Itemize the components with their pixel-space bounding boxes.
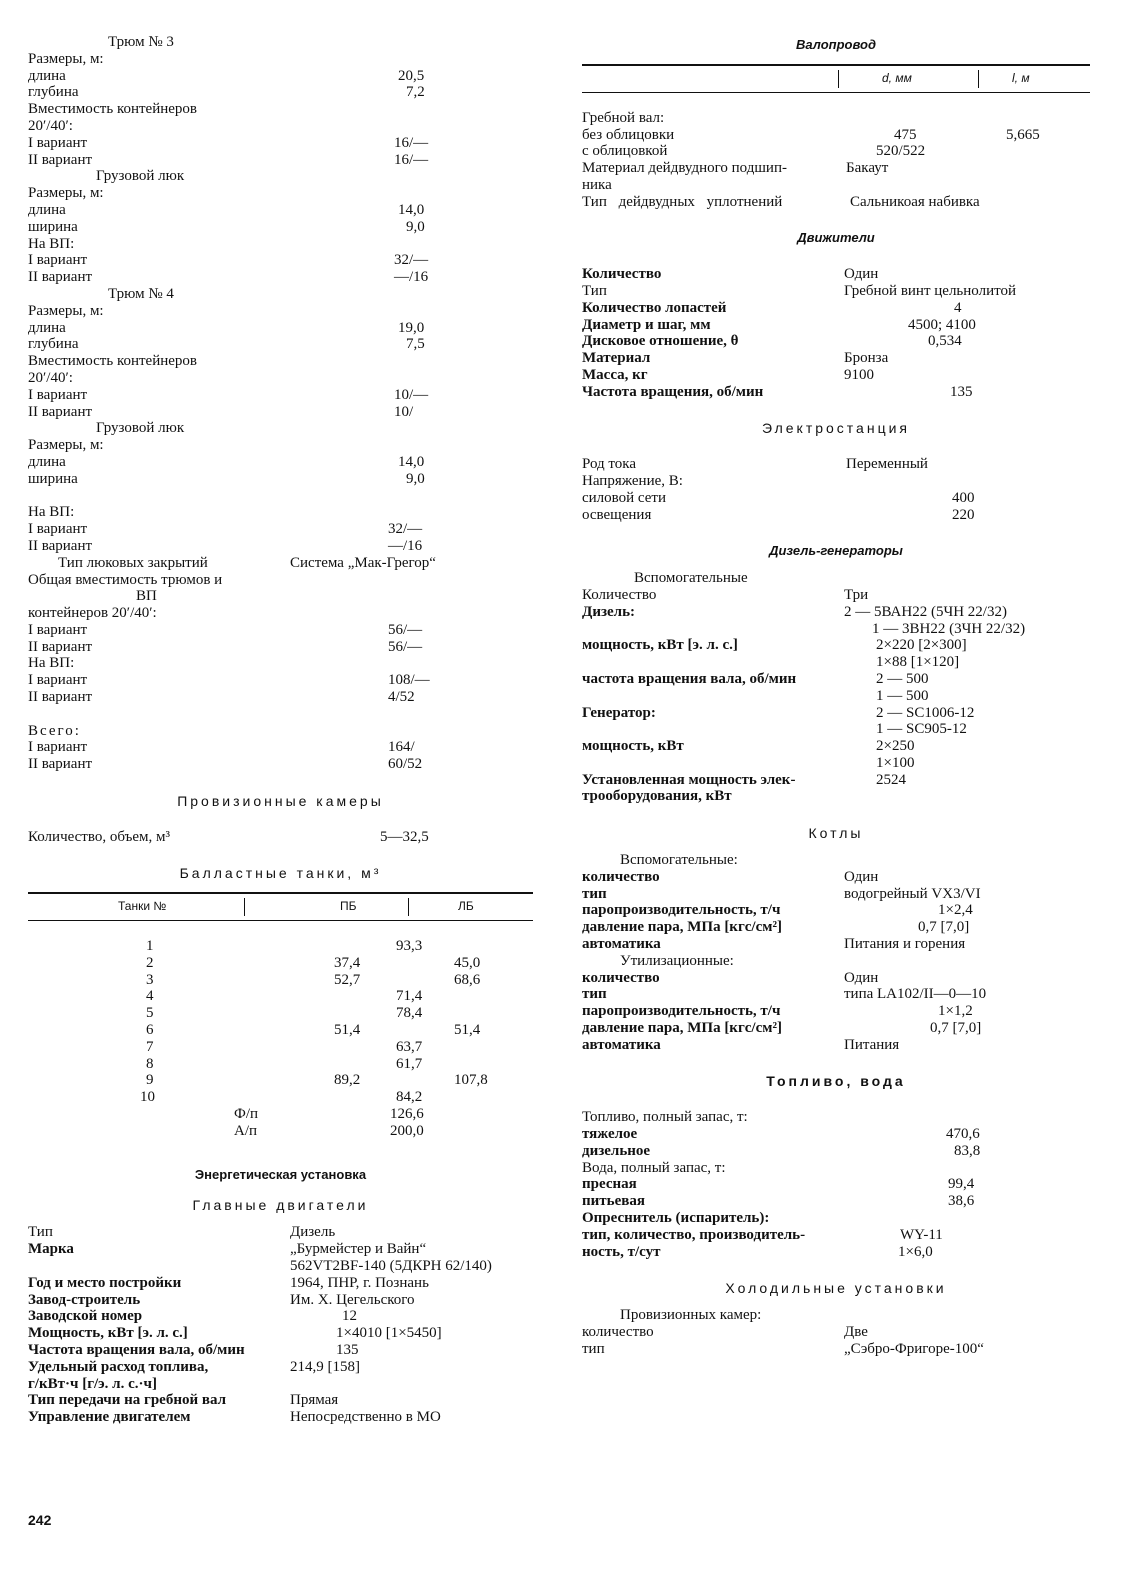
ballast-tank-number: 1 [146, 938, 154, 955]
shafting-col-d: d, мм [882, 71, 912, 85]
boiler-param-row [582, 1003, 1090, 1020]
dg-power-2: 1×88 [1×120] [876, 654, 960, 671]
diesel-label: Дизель: [582, 603, 635, 620]
hatch-cover-value: Система „Мак-Грегор“ [290, 554, 436, 571]
main-engine-list [28, 1224, 533, 1426]
propulsion-label: Материал [582, 350, 651, 367]
bearing-label: Материал дейдвудного подшип- [582, 160, 787, 177]
voltage-label: Напряжение, В: [582, 472, 683, 489]
hatch4-width: 9,0 [406, 470, 425, 487]
hatch3-v1: 32/— [394, 252, 429, 269]
grand-v2-label: II вариант [28, 756, 93, 773]
hold3-dims-label: Размеры, м: [28, 50, 104, 67]
propulsion-label: Дисковое отношение, θ [582, 333, 739, 350]
hatch3-length: 14,0 [398, 201, 425, 218]
main-engine-row [28, 1258, 533, 1275]
main-engine-label: г/кВт·ч [г/э. л. с.·ч] [28, 1375, 157, 1392]
boiler-param-value: водогрейный VX3/VI [844, 885, 981, 902]
total-cap-label: Общая вместимость трюмов и [28, 571, 223, 588]
propulsion-label: Масса, кг [582, 366, 648, 383]
main-engine-value: „Бурмейстер и Вайн“ [290, 1241, 427, 1258]
propulsion-row [582, 333, 1090, 350]
current-value: Переменный [846, 456, 928, 473]
heavy-value: 470,6 [946, 1126, 980, 1143]
main-engine-row [28, 1376, 533, 1393]
desal-type-1: WY-11 [900, 1226, 943, 1243]
ballast-lb-value: 68,6 [454, 971, 481, 988]
main-engine-value: Им. Х. Цегельского [290, 1291, 415, 1308]
hatch3-deck-label: На ВП: [28, 235, 75, 252]
hatch3-width: 9,0 [406, 218, 425, 235]
hold3-depth: 7,2 [406, 84, 425, 101]
diesel-2: 1 — 3ВН22 (3ЧН 22/32) [872, 620, 1026, 637]
boiler-param-row [582, 1037, 1090, 1054]
propulsion-value: 135 [950, 383, 973, 400]
aux-label: Вспомогательные [634, 570, 748, 587]
desal-label: Опреснитель (испаритель): [582, 1210, 770, 1227]
shaft-row [582, 143, 1090, 160]
hatch4-v2-label: II вариант [28, 537, 93, 554]
boiler-param-label: автоматика [582, 1036, 661, 1053]
ballast-fp: 126,6 [390, 1106, 424, 1123]
ballast-row [28, 1089, 533, 1106]
power-plant-heading: Энергетическая установка [194, 1167, 367, 1183]
propulsion-label: Количество [582, 266, 662, 283]
boiler-param-label: количество [582, 868, 660, 885]
ballast-tank-number: 3 [146, 971, 154, 988]
hold3-v2-label: II вариант [28, 151, 93, 168]
total-deck-v2: 4/52 [388, 689, 415, 706]
diesel-gen-heading: Дизель-генераторы [769, 543, 903, 559]
hold3-v1: 16/— [394, 134, 429, 151]
hatch3-title: Грузовой люк [96, 168, 185, 185]
gen-power-2: 1×100 [876, 754, 915, 771]
hold3-title: Трюм № 3 [108, 34, 174, 50]
shaft-row-l: 5,665 [1006, 126, 1040, 143]
hatch-cover-label: Тип люковых закрытий [58, 554, 208, 571]
total-deck-label: На ВП: [28, 655, 75, 672]
ballast-tank-number: 9 [146, 1072, 154, 1089]
boiler-param-label: давление пара, МПа [кгс/см²] [582, 919, 782, 936]
shaft-row-label: с облицовкой [582, 143, 668, 160]
fridge-type-label: тип [582, 1340, 605, 1357]
shaft-label: Гребной вал: [582, 109, 665, 126]
hatch4-v1: 32/— [388, 521, 423, 538]
boiler-param-value: Один [844, 969, 879, 986]
ballast-tank-number: 4 [146, 988, 154, 1005]
fridge-count-label: количество [582, 1324, 654, 1340]
ballast-lb-value: 107,8 [454, 1072, 488, 1089]
main-engine-label: Завод-строитель [28, 1291, 141, 1308]
main-engine-value: 1×4010 [1×5450] [336, 1325, 442, 1342]
seal-value: Сальникоая набивка [850, 193, 980, 210]
gen-power-1: 2×250 [876, 738, 915, 755]
main-engines-heading: Главные двигатели [192, 1197, 369, 1214]
total-cap-label3: контейнеров 20′/40′: [28, 605, 157, 622]
desal-type-label2: ность, т/сут [582, 1243, 661, 1260]
power-station-heading: Электростанция [761, 420, 910, 437]
hold3-length: 20,5 [398, 67, 425, 84]
propulsion-value: Гребной винт цельнолитой [844, 282, 1017, 299]
ballast-row [28, 1056, 533, 1073]
main-engine-row [28, 1359, 533, 1376]
ballast-row [28, 1022, 533, 1039]
boiler-param-value: 0,7 [7,0] [930, 1020, 982, 1037]
propulsion-row [582, 350, 1090, 367]
hold3-v1-label: I вариант [28, 134, 88, 151]
provision-chambers-heading: Провизионные камеры [177, 792, 384, 809]
fridge-count: Две [844, 1324, 868, 1340]
aux-boilers-list [582, 869, 1090, 953]
total-cap-label2: ВП [136, 588, 157, 605]
boiler-param-value: типа LA102/II—0—10 [844, 986, 987, 1003]
main-engine-label: Заводской номер [28, 1308, 143, 1325]
refrigeration-heading: Холодильные установки [725, 1280, 947, 1297]
boiler-param-value: 0,7 [7,0] [918, 919, 970, 936]
main-engine-value: 135 [336, 1341, 359, 1358]
total-v1: 56/— [388, 621, 423, 638]
boiler-param-label: тип [582, 986, 607, 1003]
main-engine-label: Частота вращения вала, об/мин [28, 1341, 245, 1358]
power-net-label: силовой сети [582, 489, 667, 506]
hold3-length-label: длина [28, 67, 66, 84]
util-boilers-label: Утилизационные: [620, 952, 734, 969]
grand-v2: 60/52 [388, 756, 423, 773]
boiler-param-value: Питания [844, 1036, 900, 1053]
diesel-fuel-label: дизельное [582, 1142, 651, 1159]
total-v2: 56/— [388, 638, 423, 655]
main-engine-row [28, 1241, 533, 1258]
ballast-center-value: 63,7 [396, 1038, 423, 1055]
main-engine-row [28, 1308, 533, 1325]
hold4-cap-label: Вместимость контейнеров [28, 353, 197, 370]
boiler-param-value: 1×1,2 [938, 1003, 973, 1020]
main-engine-value: Прямая [290, 1392, 339, 1409]
main-engine-label: Год и место постройки [28, 1274, 182, 1291]
main-engine-row [28, 1224, 533, 1241]
ballast-tank-number: 6 [146, 1022, 154, 1039]
total-deck-v1: 108/— [388, 672, 430, 689]
grand-total-label: Всего: [28, 722, 81, 739]
gen-2: 1 — SC905-12 [876, 721, 967, 738]
shaft-row-label: без облицовки [582, 126, 675, 143]
boiler-param-row [582, 869, 1090, 886]
propulsion-value: Один [844, 266, 879, 283]
propulsion-value: 4500; 4100 [908, 316, 976, 333]
main-engine-value: 562VT2BF-140 (5ДКРН 62/140) [290, 1258, 492, 1274]
main-engine-row [28, 1275, 533, 1292]
ballast-table-body [28, 938, 533, 1106]
boiler-param-value: Один [844, 868, 879, 885]
ballast-tank-number: 8 [146, 1055, 154, 1072]
fuel-water-heading: Топливо, вода [766, 1073, 906, 1090]
main-engine-label: Марка [28, 1241, 74, 1258]
boiler-param-row [582, 936, 1090, 953]
gen-power-label: мощность, кВт [582, 738, 684, 755]
fuel-label: Топливо, полный запас, т: [582, 1109, 748, 1126]
main-engine-label: Управление двигателем [28, 1409, 191, 1426]
provision-label: Количество, объем, м³ [28, 828, 170, 845]
shafting-col-l: l, м [1012, 71, 1030, 85]
main-engine-row [28, 1392, 533, 1409]
boiler-param-row [582, 970, 1090, 987]
hold4-v2-label: II вариант [28, 403, 93, 420]
fridge-prov-label: Провизионных камер: [620, 1307, 762, 1324]
ballast-heading: Балластные танки, м³ [179, 865, 382, 882]
heavy-label: тяжелое [582, 1126, 638, 1143]
hatch3-v2: —/16 [394, 269, 429, 286]
fresh-value: 99,4 [948, 1176, 975, 1193]
seal-label: Тип дейдвудных уплотнений [582, 193, 783, 210]
total-v1-label: I вариант [28, 621, 88, 638]
bearing-label2: ника [582, 176, 612, 193]
drink-value: 38,6 [948, 1193, 975, 1210]
hold4-length: 19,0 [398, 319, 425, 336]
ballast-col-pb: ПБ [340, 899, 357, 914]
boiler-param-label: давление пара, МПа [кгс/см²] [582, 1020, 782, 1037]
ballast-fp-label: Ф/п [234, 1106, 259, 1123]
hold4-v1: 10/— [394, 386, 429, 403]
boiler-param-row [582, 902, 1090, 919]
fresh-label: пресная [582, 1176, 637, 1193]
total-v2-label: II вариант [28, 638, 93, 655]
hatch4-v2: —/16 [388, 537, 423, 554]
ballast-ap: 200,0 [390, 1122, 424, 1139]
main-engine-row [28, 1409, 533, 1426]
hold4-title: Трюм № 4 [108, 285, 174, 302]
dg-rpm-2: 1 — 500 [876, 687, 929, 704]
dg-count-label: Количество [582, 586, 657, 603]
hatch4-dims-label: Размеры, м: [28, 437, 104, 454]
gen-1: 2 — SC1006-12 [876, 704, 975, 721]
ballast-pb-value: 51,4 [334, 1022, 361, 1039]
boiler-param-row [582, 919, 1090, 936]
ballast-row [28, 1072, 533, 1089]
hold4-v2: 10/ [394, 403, 414, 420]
ballast-row [28, 972, 533, 989]
main-engine-value: Непосредственно в МО [290, 1409, 441, 1426]
hatch4-length-label: длина [28, 453, 66, 470]
hatch3-v2-label: II вариант [28, 269, 93, 286]
propulsion-row [582, 283, 1090, 300]
boiler-param-value: Питания и горения [844, 936, 966, 953]
hatch4-width-label: ширина [28, 470, 78, 487]
ballast-pb-value: 52,7 [334, 971, 361, 988]
boiler-param-label: количество [582, 969, 660, 986]
ballast-center-value: 93,3 [396, 938, 423, 955]
hatch4-v1-label: I вариант [28, 521, 88, 538]
hatch3-length-label: длина [28, 201, 66, 218]
hold4-dims-label: Размеры, м: [28, 302, 104, 319]
ballast-tank-number: 2 [146, 954, 154, 971]
lighting-value: 220 [952, 506, 975, 523]
propulsion-row [582, 266, 1090, 283]
total-deck-v1-label: I вариант [28, 672, 88, 689]
boiler-param-label: тип [582, 885, 607, 902]
main-engine-label: Удельный расход топлива, [28, 1358, 209, 1375]
main-engine-value: 1964, ПНР, г. Познань [290, 1274, 429, 1291]
propulsion-list [582, 266, 1090, 400]
ballast-col-tanks: Танки № [118, 899, 167, 914]
shaft-row-d: 475 [894, 126, 917, 143]
hold3-cap-label2: 20′/40′: [28, 117, 73, 134]
boilers-heading: Котлы [808, 825, 864, 842]
boiler-param-row [582, 986, 1090, 1003]
fridge-type: „Сэбро-Фригоре-100“ [844, 1340, 984, 1357]
boiler-param-row [582, 1020, 1090, 1037]
boiler-param-value: 1×2,4 [938, 902, 973, 919]
propulsion-heading: Движители [797, 230, 875, 246]
ballast-row [28, 938, 533, 955]
propulsion-value: 9100 [844, 366, 874, 383]
ballast-table-header [28, 892, 533, 921]
propulsion-value: Бронза [844, 350, 889, 367]
shafting-table-header [582, 64, 1090, 93]
ballast-ap-label: А/п [234, 1122, 258, 1139]
ballast-lb-value: 51,4 [454, 1022, 481, 1039]
provision-value: 5—32,5 [380, 828, 429, 845]
grand-v1: 164/ [388, 739, 415, 756]
dg-rpm-1: 2 — 500 [876, 670, 929, 687]
hatch4-length: 14,0 [398, 453, 425, 470]
right-column [582, 34, 1090, 1358]
dg-power-label: мощность, кВт [э. л. с.] [582, 637, 738, 654]
ballast-tank-number: 5 [146, 1005, 154, 1022]
drink-label: питьевая [582, 1193, 645, 1210]
main-engine-label: Тип передачи на гребной вал [28, 1392, 226, 1409]
ballast-pb-value: 37,4 [334, 954, 361, 971]
main-engine-value: Дизель [290, 1224, 336, 1241]
current-label: Род тока [582, 456, 636, 473]
ballast-col-lb: ЛБ [458, 899, 474, 914]
hatch3-v1-label: I вариант [28, 252, 88, 269]
lighting-label: освещения [582, 506, 652, 523]
hold4-depth-label: глубина [28, 336, 79, 353]
propulsion-value: 4 [954, 299, 962, 316]
total-deck-v2-label: II вариант [28, 689, 93, 706]
boiler-param-label: паропроизводительность, т/ч [582, 1003, 781, 1020]
gen-label: Генератор: [582, 704, 656, 721]
main-engine-row [28, 1292, 533, 1309]
hatch4-deck-label: На ВП: [28, 504, 75, 521]
propulsion-row [582, 300, 1090, 317]
bearing-value: Бакаут [846, 160, 889, 177]
shafting-heading: Валопровод [796, 37, 876, 52]
util-boilers-list [582, 970, 1090, 1054]
main-engine-row [28, 1342, 533, 1359]
shaft-rows [582, 127, 1090, 161]
page-number: 242 [28, 1512, 52, 1528]
propulsion-row [582, 317, 1090, 334]
shaft-row-d: 520/522 [876, 143, 926, 160]
diesel-1: 2 — 5ВАН22 (5ЧН 22/32) [844, 603, 1007, 620]
installed-label2: трооборудования, кВт [582, 788, 732, 805]
boiler-param-label: паропроизводительность, т/ч [582, 902, 781, 919]
desal-type-label: тип, количество, производитель- [582, 1226, 806, 1243]
propulsion-label: Тип [582, 282, 607, 299]
ballast-row [28, 1039, 533, 1056]
hold3-depth-label: глубина [28, 84, 79, 101]
hold4-length-label: длина [28, 319, 66, 336]
power-net-value: 400 [952, 489, 975, 506]
hold3-cap-label: Вместимость контейнеров [28, 101, 197, 118]
ballast-row [28, 988, 533, 1005]
main-engine-label: Тип [28, 1224, 53, 1241]
ballast-center-value: 61,7 [396, 1055, 423, 1072]
ballast-lb-value: 45,0 [454, 954, 481, 971]
water-label: Вода, полный запас, т: [582, 1159, 726, 1176]
diesel-fuel-value: 83,8 [954, 1142, 981, 1159]
propulsion-label: Частота вращения, об/мин [582, 383, 764, 400]
ballast-row [28, 955, 533, 972]
grand-v1-label: I вариант [28, 739, 88, 756]
propulsion-value: 0,534 [928, 333, 962, 350]
propulsion-row [582, 384, 1090, 401]
boiler-param-row [582, 886, 1090, 903]
propulsion-label: Количество лопастей [582, 299, 727, 316]
main-engine-value: 214,9 [158] [290, 1358, 360, 1375]
ballast-tank-number: 10 [140, 1089, 155, 1106]
dg-power-1: 2×220 [2×300] [876, 637, 967, 654]
dg-count: Три [844, 586, 869, 603]
installed-value: 2524 [876, 771, 906, 788]
shaft-row [582, 127, 1090, 144]
dg-rpm-label: частота вращения вала, об/мин [582, 670, 797, 687]
propulsion-label: Диаметр и шаг, мм [582, 316, 711, 333]
hatch4-title: Грузовой люк [96, 420, 185, 437]
installed-label: Установленная мощность элек- [582, 771, 796, 788]
main-engine-label: Мощность, кВт [э. л. с.] [28, 1325, 188, 1342]
hold3-v2: 16/— [394, 151, 429, 168]
ballast-tank-number: 7 [146, 1038, 154, 1055]
ballast-center-value: 78,4 [396, 1005, 423, 1022]
desal-type-2: 1×6,0 [898, 1243, 933, 1260]
hatch3-width-label: ширина [28, 218, 78, 235]
hold4-v1-label: I вариант [28, 386, 88, 403]
ballast-row [28, 1005, 533, 1022]
propulsion-row [582, 367, 1090, 384]
main-engine-row [28, 1325, 533, 1342]
main-engine-value: 12 [342, 1308, 357, 1325]
hold4-depth: 7,5 [406, 336, 425, 353]
boiler-param-label: автоматика [582, 936, 661, 953]
hold4-cap-label2: 20′/40′: [28, 369, 73, 386]
ballast-center-value: 84,2 [396, 1089, 423, 1106]
left-column [28, 34, 533, 1426]
ballast-pb-value: 89,2 [334, 1072, 361, 1089]
ballast-center-value: 71,4 [396, 988, 423, 1005]
aux-boilers-label: Вспомогательные: [620, 852, 738, 869]
hatch3-dims-label: Размеры, м: [28, 185, 104, 202]
